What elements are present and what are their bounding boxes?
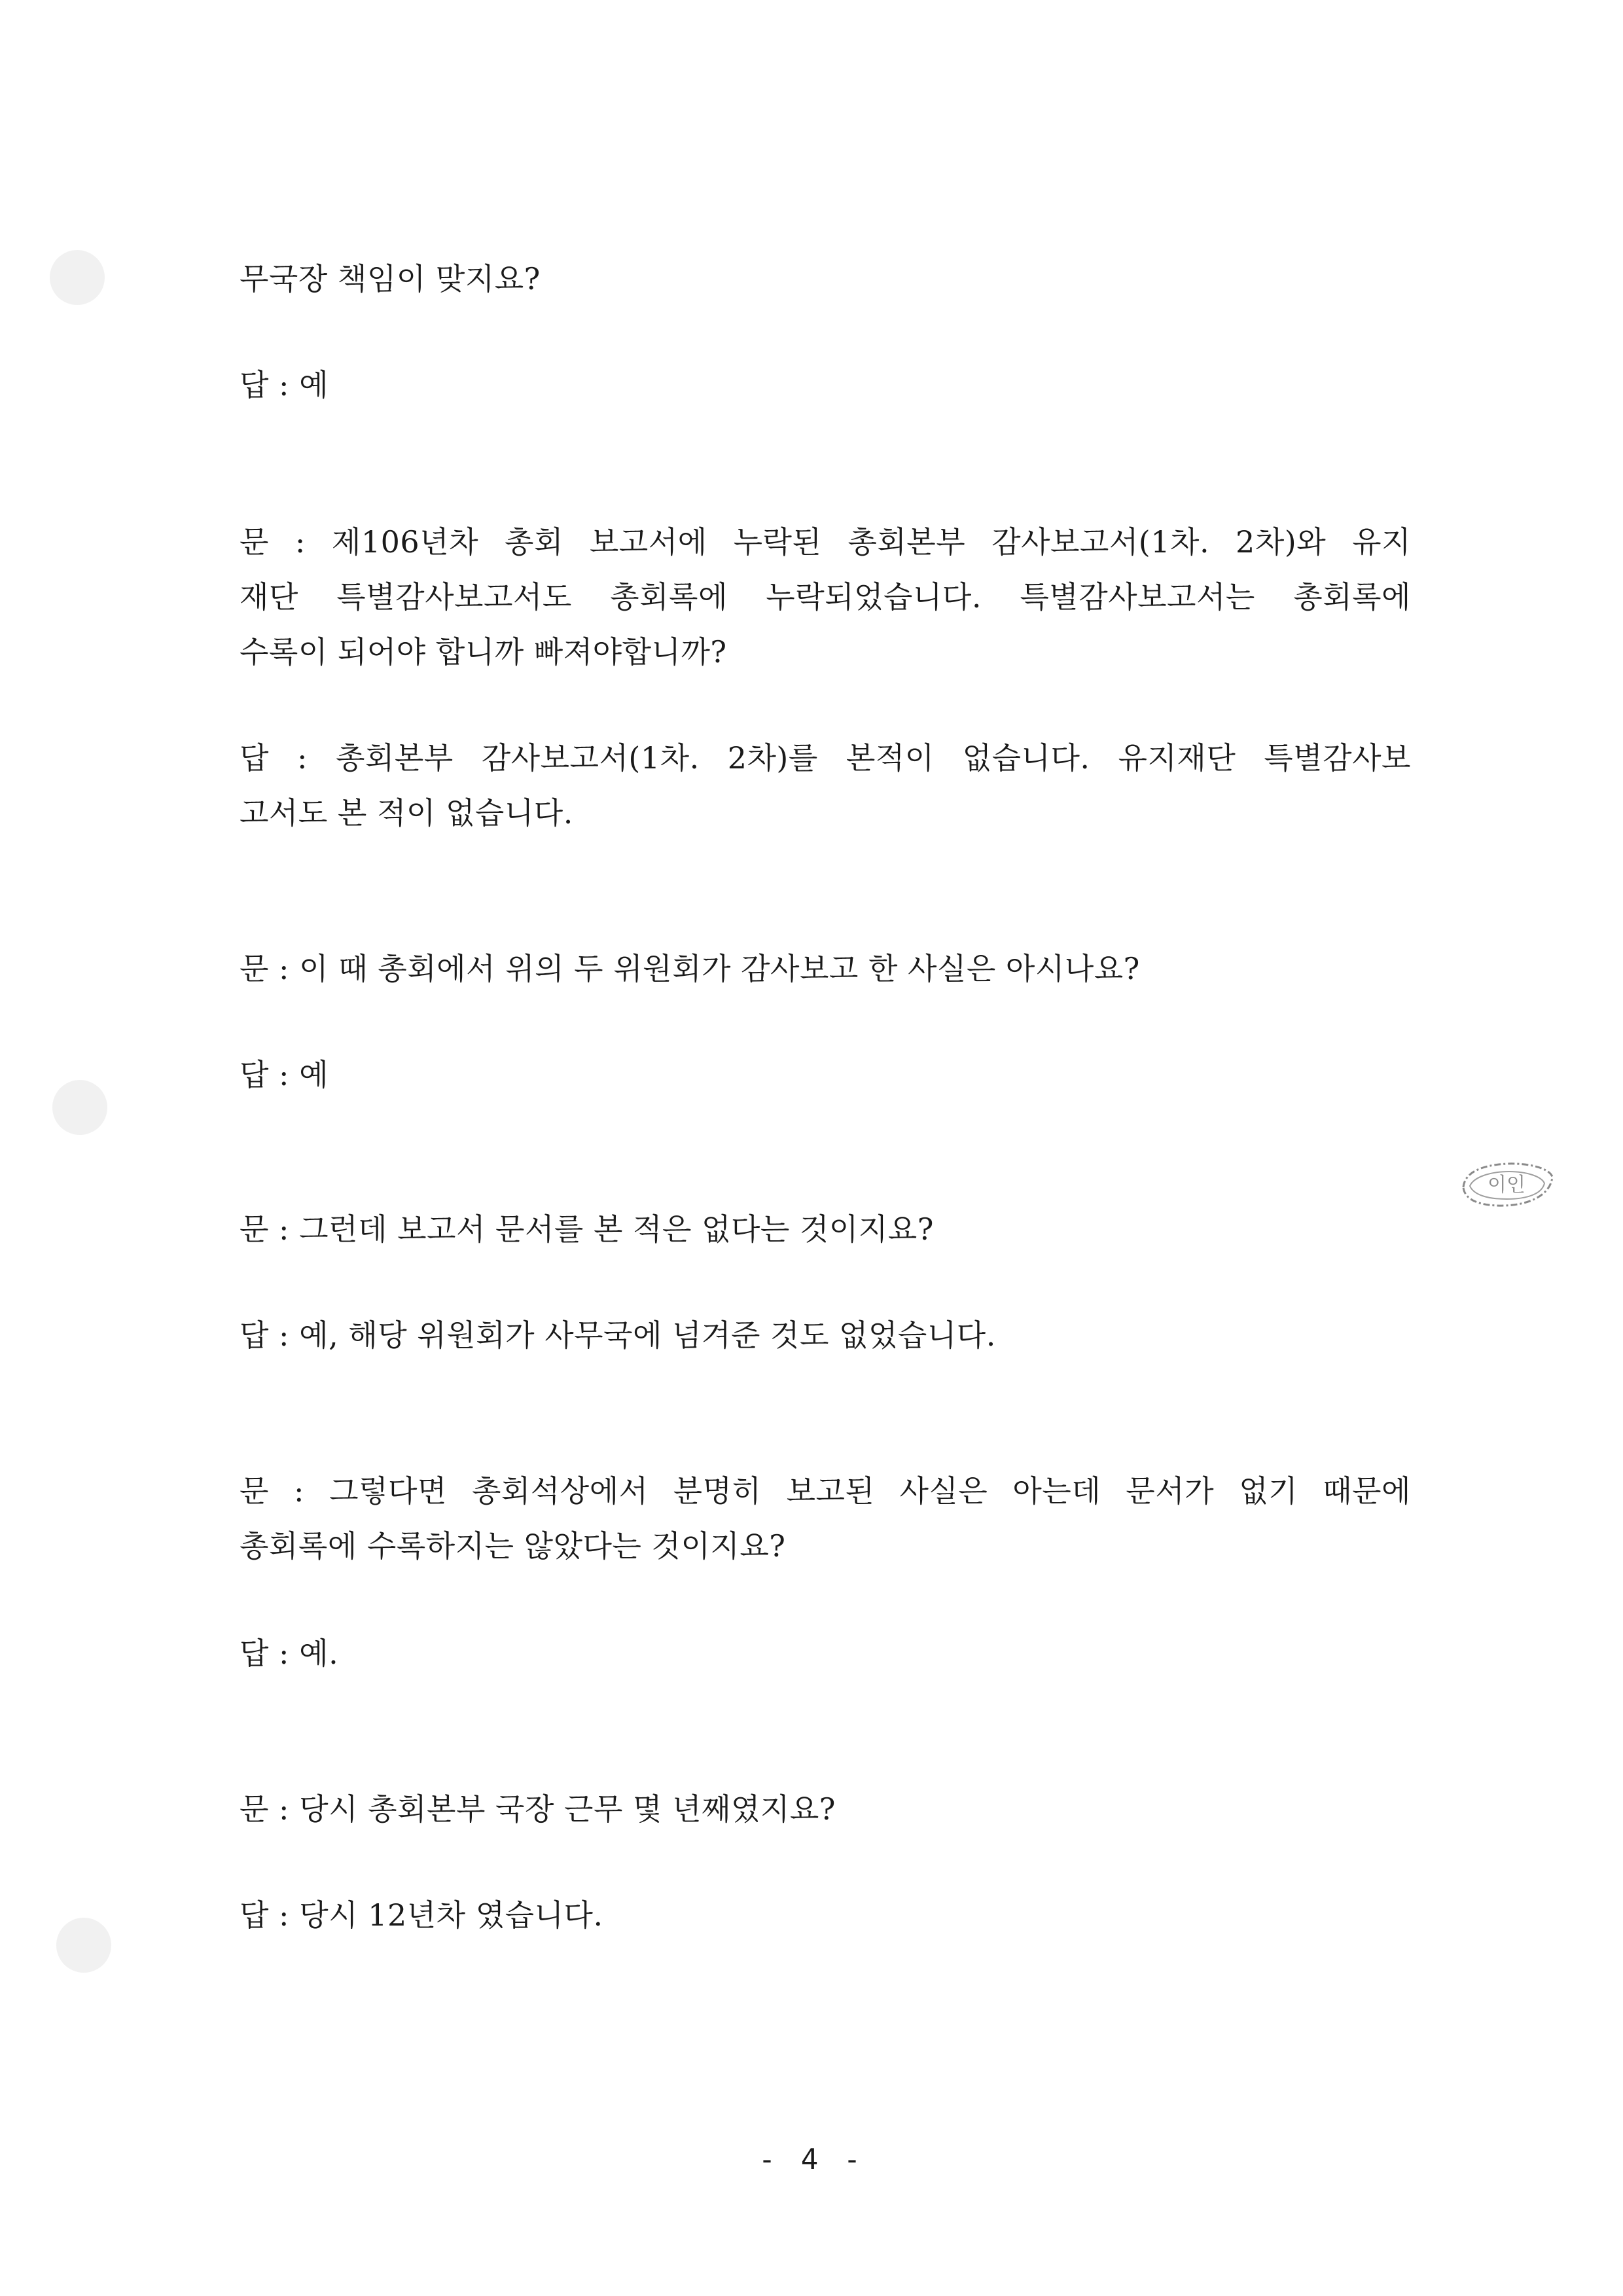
answer-line: 고서도 본 적이 없습니다. <box>240 795 573 831</box>
answer-line: 답 : 총회본부 감사보고서(1차. 2차)를 본적이 없습니다. 유지재단 특별감사보 <box>240 740 1411 776</box>
svg-text:이인: 이인 <box>1488 1174 1525 1196</box>
page-number: - 4 - <box>758 2143 865 2176</box>
answer-line: 답 : 당시 12년차 였습니다. <box>240 1897 603 1933</box>
question-line: 문 : 그런데 보고서 문서를 본 적은 없다는 것이지요? <box>240 1211 934 1247</box>
seal-stamp <box>1454 1157 1559 1210</box>
question-line: 수록이 되어야 합니까 빠져야합니까? <box>240 634 727 670</box>
punch-hole-bottom <box>56 1918 111 1973</box>
answer-line: 답 : 예, 해당 위원회가 사무국에 넘겨준 것도 없었습니다. <box>240 1318 996 1353</box>
punch-hole-top <box>50 250 105 305</box>
answer-line: 답 : 예. <box>240 1636 339 1671</box>
text-line: 무국장 책임이 맞지요? <box>240 261 541 296</box>
question-line: 문 : 당시 총회본부 국장 근무 몇 년째였지요? <box>240 1791 836 1827</box>
question-line: 문 : 이 때 총회에서 위의 두 위원회가 감사보고 한 사실은 아시나요? <box>240 951 1140 986</box>
answer-line: 답 : 예 <box>240 367 329 403</box>
question-line: 문 : 그렇다면 총회석상에서 분명히 보고된 사실은 아는데 문서가 없기 때문에 <box>240 1473 1411 1509</box>
question-line: 총회록에 수록하지는 않았다는 것이지요? <box>240 1528 786 1564</box>
question-line: 재단 특별감사보고서도 총회록에 누락되었습니다. 특별감사보고서는 총회록에 <box>240 579 1411 615</box>
answer-line: 답 : 예 <box>240 1057 329 1092</box>
question-line: 문 : 제106년차 총회 보고서에 누락된 총회본부 감사보고서(1차. 2차)와 유지 <box>240 524 1411 560</box>
punch-hole-middle <box>52 1080 107 1135</box>
